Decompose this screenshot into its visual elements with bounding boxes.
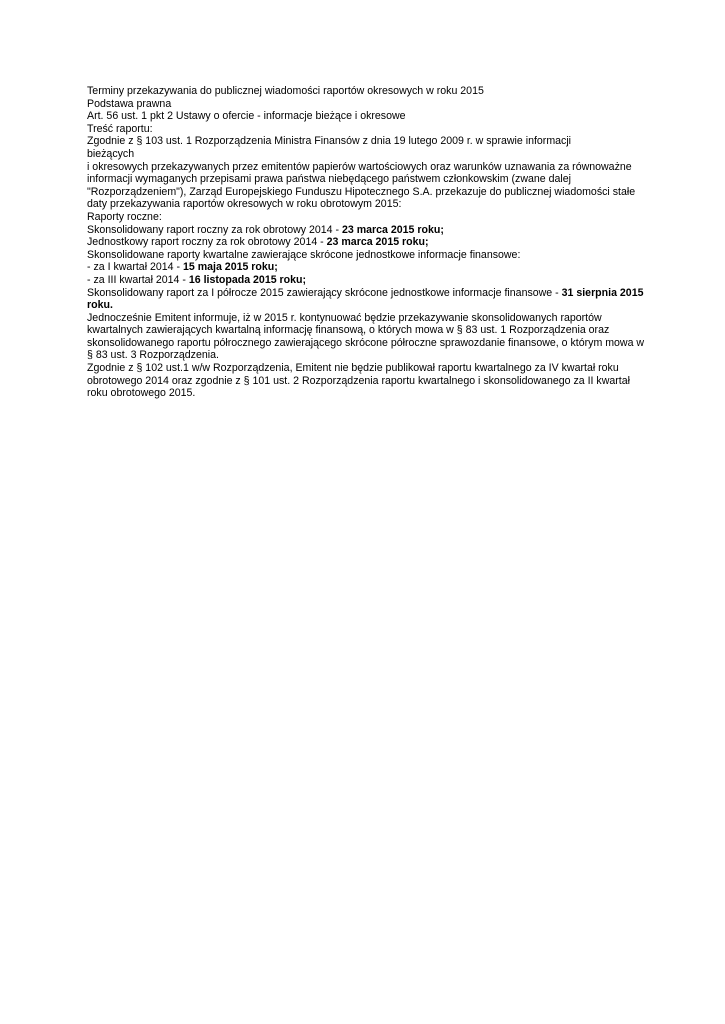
- annual-consolidated-date: 23 marca 2015 roku;: [341, 223, 444, 236]
- q3-item: [87, 274, 647, 287]
- quarterly-heading: Skonsolidowane raporty kwartalne zawierające skrócone jednostkowe informacje finansowe:: [87, 248, 521, 261]
- annual-standalone-date: 23 marca 2015 roku;: [326, 236, 429, 249]
- intro-line-1: Zgodnie z § 103 ust. 1 Rozporządzenia Ministra Finansów z dnia 19 lutego 2009 r. w sprawie informacji: [87, 135, 572, 148]
- q3-text: - za III kwartał 2014 -: [87, 273, 189, 286]
- document-body: [87, 85, 647, 400]
- final-paragraph: Zgodnie z § 102 ust.1 w/w Rozporządzenia, Emitent nie będzie publikował raportu kwartalnego za IV kwartał roku obrotowego 2014 oraz zgodnie z § 101 ust. 2 Rozporządzenia raportu kwartalnego i skonsolidowanego za II kwartał roku obrotowego 2015.: [87, 362, 630, 400]
- half-year-item: [87, 287, 647, 312]
- annual-reports-heading: Raporty roczne:: [87, 210, 162, 223]
- document-title: Terminy przekazywania do publicznej wiadomości raportów okresowych w roku 2015: [87, 85, 484, 97]
- annual-consolidated-item: [87, 224, 647, 237]
- annual-standalone-text: Jednostkowy raport roczny za rok obrotowy 2014 -: [87, 236, 327, 249]
- q3-date: 16 listopada 2015 roku;: [188, 273, 307, 286]
- legal-basis-text: Art. 56 ust. 1 pkt 2 Ustawy o ofercie - informacje bieżące i okresowe: [87, 110, 406, 123]
- q1-text: - za I kwartał 2014 -: [87, 261, 183, 274]
- simultaneous-paragraph: Jednocześnie Emitent informuje, iż w 2015 r. kontynuować będzie przekazywanie skonsolidowanych raportów kwartalnych zawierających kwartalną informację finansową, o których mowa w § 83 ust. 1 Rozporządzenia oraz skonsolidowanego raportu półrocznego zawierającego skrócone półroczne sprawozdanie finansowe, o którym mowa w § 83 ust. 3 Rozporządzenia.: [87, 311, 645, 362]
- half-year-date: 31 sierpnia 2015 roku.: [87, 286, 644, 312]
- annual-consolidated-text: Skonsolidowany raport roczny za rok obrotowy 2014 -: [87, 223, 342, 236]
- annual-standalone-item: [87, 236, 647, 249]
- half-year-text: Skonsolidowany raport za I półrocze 2015 zawierający skrócone jednostkowe informacje finansowe -: [87, 286, 562, 299]
- q1-item: [87, 261, 647, 274]
- report-content-heading: Treść raportu:: [87, 122, 153, 135]
- q1-date: 15 maja 2015 roku;: [182, 261, 278, 274]
- intro-paragraph: i okresowych przekazywanych przez emitentów papierów wartościowych oraz warunków uznawania za równoważne informacji wymaganych przepisami prawa państwa niebędącego państwem członkowskim (zwane dalej "Rozporządzeniem"), Zarząd Europejskiego Funduszu Hipotecznego S.A. przekazuje do publicznej wiadomości stałe daty przekazywania raportów okresowych w roku obrotowym 2015:: [87, 160, 636, 211]
- intro-line-2: bieżących: [87, 147, 135, 160]
- legal-basis-heading: Podstawa prawna: [87, 97, 172, 110]
